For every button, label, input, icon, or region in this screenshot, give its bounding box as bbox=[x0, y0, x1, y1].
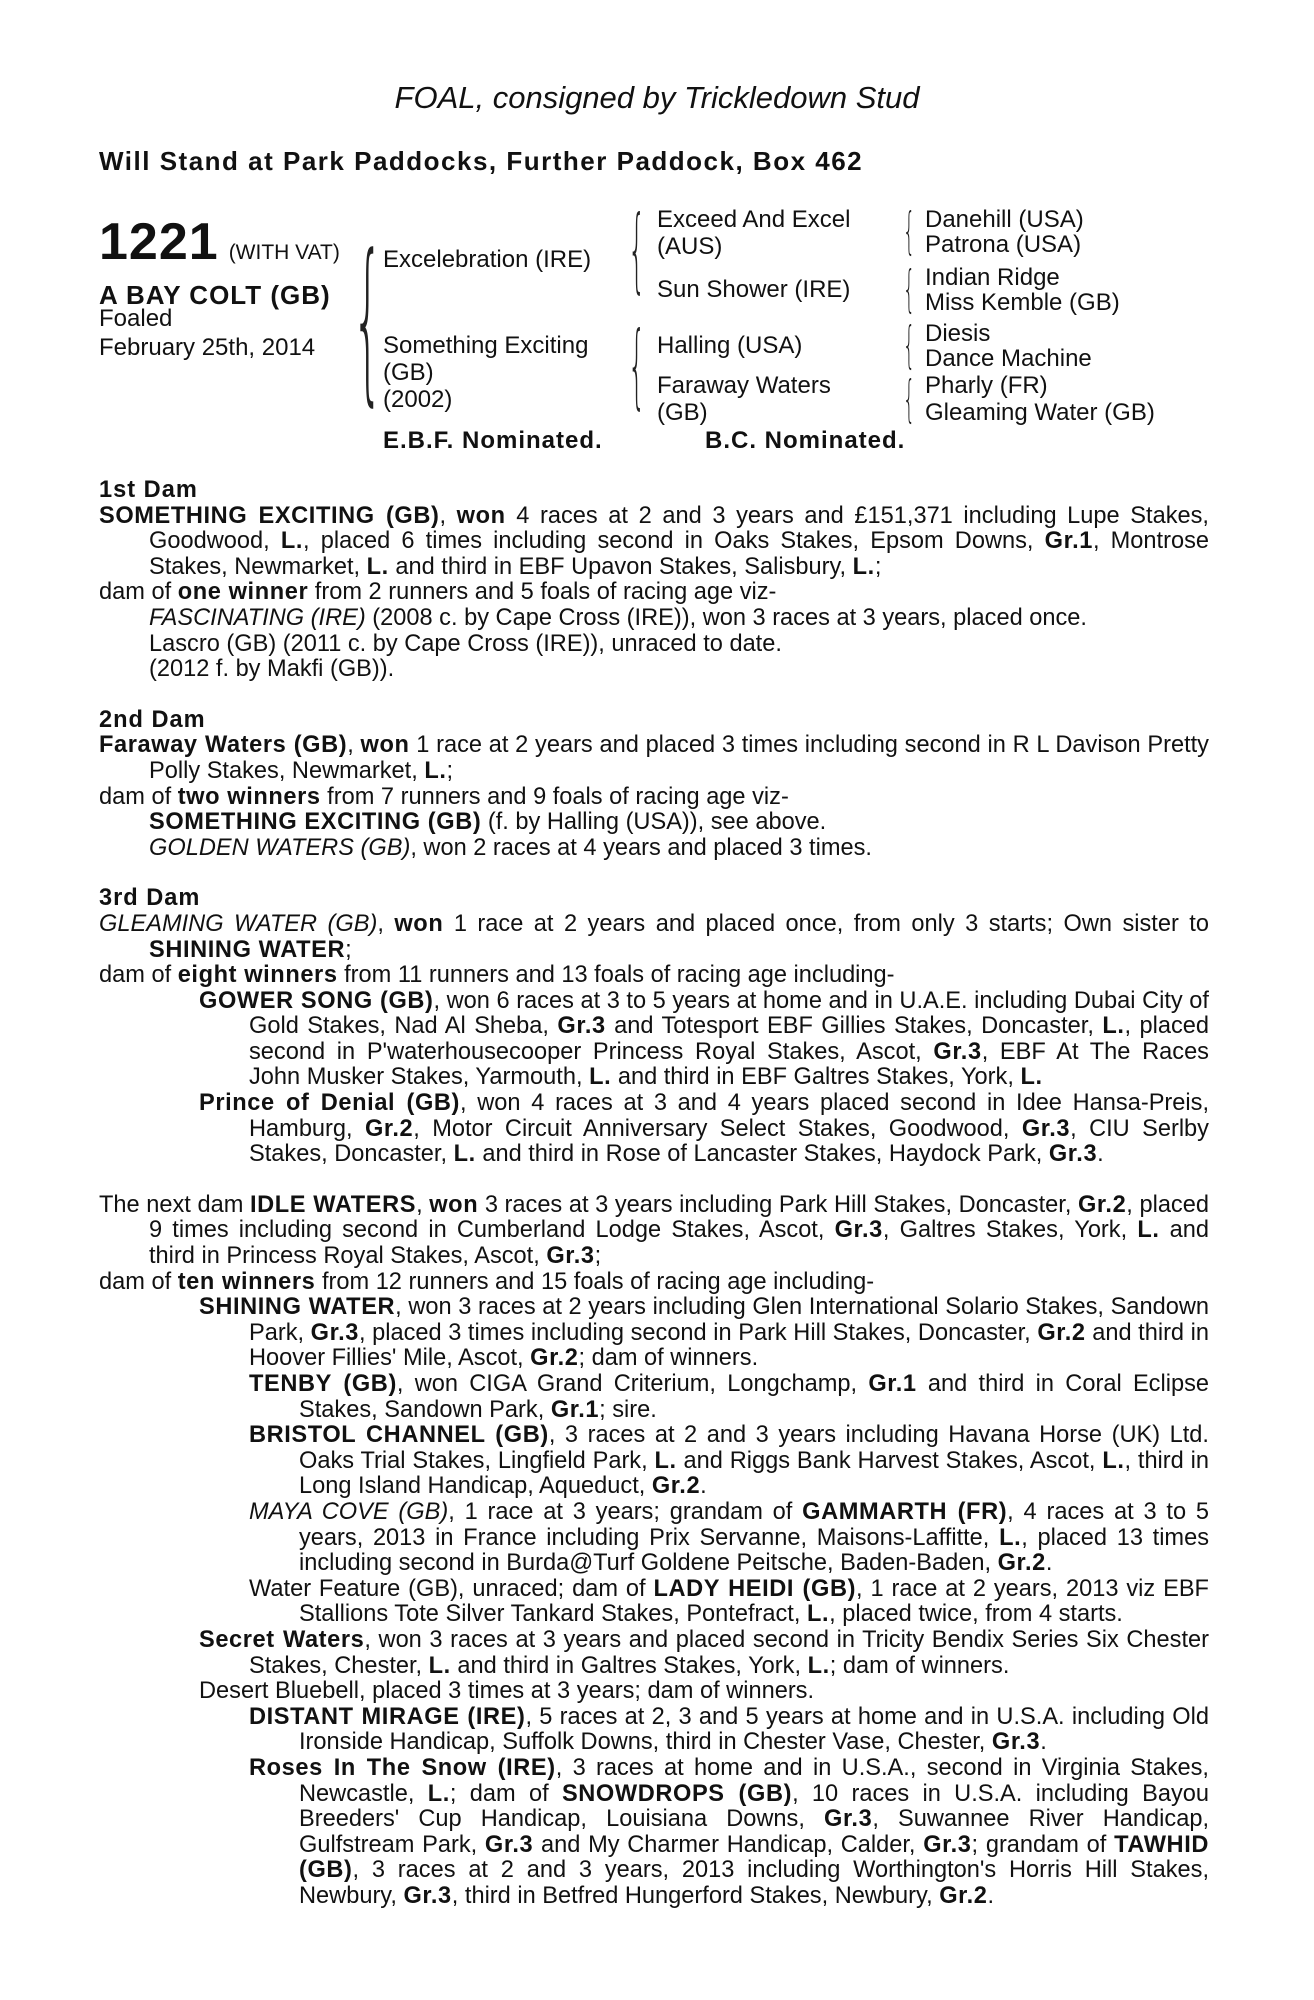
sire-sire-line: Exceed And Excel bbox=[657, 206, 851, 233]
produce-item bbox=[99, 657, 1209, 683]
text-run: , 5 races at 2, 3 and 5 years at home and in U.S.A. including Old Ironside Handicap, Suffolk Downs, third in Chester Vase, Chester, bbox=[299, 1703, 1209, 1756]
bold-text-run: L. bbox=[424, 757, 447, 784]
text-run: (f. by Halling (USA)), see above. bbox=[481, 809, 827, 836]
text-run: ; sire. bbox=[599, 1396, 657, 1423]
dam-name bbox=[383, 332, 588, 413]
text-run: 4 races at 2 and 3 years and £151,371 including Lupe Stakes, Goodwood, bbox=[149, 502, 1209, 555]
ggp-brace: { bbox=[903, 370, 916, 428]
bold-text-run: Gr.2 bbox=[364, 1115, 414, 1142]
produce-item bbox=[99, 1423, 1209, 1500]
bold-text-run: Gr.1 bbox=[868, 1371, 917, 1397]
produce-item bbox=[99, 1372, 1209, 1423]
bold-text-run: SHINING WATER bbox=[199, 1294, 396, 1321]
text-run: , third in Long Island Handicap, Aqueduct, bbox=[299, 1447, 1209, 1500]
bold-text-run: Gr.3 bbox=[310, 1319, 359, 1346]
sire-parents-brace: { bbox=[628, 196, 646, 303]
dam-name-line: Something Exciting bbox=[383, 332, 589, 359]
produce-item bbox=[99, 989, 1209, 1091]
bold-text-run: Secret Waters bbox=[199, 1626, 365, 1653]
text-run: and third in EBF Upavon Stakes, Salisbury, bbox=[388, 553, 853, 580]
produce-item bbox=[99, 1295, 1209, 1372]
produce-item bbox=[99, 606, 1209, 632]
bold-text-run: Gr.3 bbox=[991, 1729, 1041, 1756]
bold-text-run: Roses In The Snow (IRE) bbox=[249, 1754, 556, 1781]
text-run: , 10 races in U.S.A. including Bayou Breeders' Cup Handicap, Louisiana Downs, bbox=[299, 1780, 1209, 1833]
bold-text-run: Gr.3 bbox=[923, 1831, 972, 1858]
stand-location: Will Stand at Park Paddocks, Further Paddock, Box 462 bbox=[99, 146, 864, 176]
lot-description: A BAY COLT (GB) bbox=[99, 280, 331, 310]
text-run: , EBF At The Races John Musker Stakes, Yarmouth, bbox=[249, 1038, 1209, 1091]
bold-text-run: Gr.3 bbox=[1021, 1115, 1071, 1142]
text-run: , placed twice, from 4 starts. bbox=[829, 1601, 1123, 1628]
text-run: dam of bbox=[99, 783, 178, 810]
bold-text-run: Gr.3 bbox=[557, 1013, 606, 1040]
text-run: . bbox=[1097, 1141, 1104, 1168]
sire-name: Excelebration (IRE) bbox=[383, 246, 592, 273]
text-run: , won 3 races at 3 years and placed second in Tricity Bendix Series Six Chester Stakes, Chester, bbox=[249, 1626, 1210, 1679]
text-run: ; grandam of bbox=[971, 1831, 1115, 1858]
produce-item bbox=[99, 1577, 1209, 1628]
italic-text-run: FASCINATING (IRE) bbox=[149, 604, 366, 631]
dam-dam bbox=[657, 372, 831, 426]
text-run: ; bbox=[874, 553, 882, 580]
bold-text-run: SOMETHING EXCITING (GB) bbox=[149, 809, 482, 836]
italic-text-run: GLEAMING WATER (GB) bbox=[99, 910, 378, 937]
text-run: , bbox=[347, 732, 361, 759]
text-run: The next dam bbox=[99, 1191, 250, 1218]
text-run: , 3 races at 2 and 3 years, 2013 including Worthington's Horris Hill Stakes, Newbury, bbox=[299, 1857, 1209, 1909]
text-run: and third in Coral Eclipse Stakes, Sandown Park, bbox=[299, 1371, 1209, 1423]
dam-sire: Halling (USA) bbox=[657, 332, 803, 359]
text-run: (2008 c. by Cape Cross (IRE)), won 3 races at 3 years, placed once. bbox=[365, 604, 1087, 631]
bold-text-run: Gr.3 bbox=[1048, 1141, 1098, 1168]
text-run: from 2 runners and 5 foals of racing age viz- bbox=[308, 579, 777, 606]
dam-paragraph bbox=[99, 1193, 1209, 1270]
page-title: FOAL, consigned by Trickledown Stud bbox=[394, 80, 920, 115]
produce-item bbox=[99, 810, 1209, 836]
foaled-date: February 25th, 2014 bbox=[99, 334, 316, 361]
dam-name-line: (2002) bbox=[383, 386, 453, 413]
text-run: and Totesport EBF Gillies Stakes, Doncaster, bbox=[605, 1013, 1103, 1040]
ggp-name: Pharly (FR) bbox=[925, 372, 1048, 399]
bold-text-run: GOWER SONG (GB) bbox=[199, 987, 434, 1014]
dam-dam-line: (GB) bbox=[657, 399, 708, 426]
text-run: , won CIGA Grand Criterium, Longchamp, bbox=[396, 1371, 869, 1397]
text-run: . bbox=[700, 1473, 707, 1500]
text-run: , 3 races at home and in U.S.A., second in Virginia Stakes, Newcastle, bbox=[299, 1754, 1209, 1807]
bold-text-run: ten winners bbox=[177, 1268, 316, 1295]
bold-text-run: DISTANT MIRAGE (IRE) bbox=[249, 1703, 526, 1730]
bold-text-run: Gr.3 bbox=[546, 1243, 595, 1270]
bold-text-run: SOMETHING EXCITING (GB) bbox=[99, 502, 440, 529]
text-run: , 3 races at 2 and 3 years including Havana Horse (UK) Ltd. Oaks Trial Stakes, Lingfield Park, bbox=[299, 1422, 1209, 1474]
text-run: . bbox=[1045, 1550, 1053, 1577]
text-run: 1 race at 2 years and placed 3 times including second in R L Davison Pretty Polly Stakes, Newmarket, bbox=[149, 732, 1209, 784]
text-run: , placed 6 times including second in Oaks Stakes, Epsom Downs, bbox=[303, 528, 1045, 555]
bold-text-run: L. bbox=[654, 1447, 677, 1474]
sire-sire bbox=[657, 206, 850, 260]
italic-text-run: MAYA COVE (GB) bbox=[249, 1498, 449, 1525]
text-run: ; bbox=[345, 936, 352, 963]
text-run: 3 races at 3 years including Park Hill Stakes, Doncaster, bbox=[478, 1191, 1078, 1218]
bold-text-run: L. bbox=[1102, 1013, 1125, 1040]
bold-text-run: eight winners bbox=[177, 962, 338, 989]
dam-paragraph bbox=[99, 733, 1209, 784]
produce-intro bbox=[99, 963, 1209, 989]
text-run: . bbox=[1040, 1729, 1047, 1756]
ggp-name: Miss Kemble (GB) bbox=[925, 289, 1120, 316]
bold-text-run: Gr.2 bbox=[1077, 1191, 1127, 1218]
text-run: , Montrose Stakes, Newmarket, bbox=[149, 528, 1210, 580]
bold-text-run: won bbox=[429, 1191, 479, 1218]
text-run: from 11 runners and 13 foals of racing age including- bbox=[337, 962, 895, 989]
text-run: , placed 3 times including second in Park Hill Stakes, Doncaster, bbox=[358, 1319, 1038, 1346]
text-run: , 1 race at 3 years; grandam of bbox=[448, 1498, 803, 1525]
bold-text-run: Faraway Waters (GB) bbox=[99, 732, 348, 759]
text-run: ; bbox=[446, 757, 454, 784]
bold-text-run: L. bbox=[453, 1141, 476, 1168]
text-run: , won 6 races at 3 to 5 years at home and in U.A.E. including Dubai City of Gold Stakes, Nad Al Sheba, bbox=[249, 987, 1209, 1040]
foaled-label: Foaled bbox=[99, 305, 173, 332]
bold-text-run: BRISTOL CHANNEL (GB) bbox=[249, 1422, 549, 1449]
bold-text-run: L. bbox=[589, 1064, 612, 1091]
bold-text-run: LADY HEIDI (GB) bbox=[653, 1575, 857, 1602]
text-run: and third in Rose of Lancaster Stakes, Haydock Park, bbox=[475, 1141, 1049, 1168]
text-run: Water Feature (GB), unraced; dam of bbox=[249, 1575, 654, 1602]
text-run: . bbox=[987, 1882, 995, 1909]
text-run: and third in Hoover Fillies' Mile, Ascot, bbox=[249, 1319, 1210, 1372]
text-run: ; dam of bbox=[449, 1780, 562, 1807]
bold-text-run: L. bbox=[280, 528, 303, 555]
sire-dam-brace: { bbox=[352, 217, 384, 422]
bold-text-run: Gr.3 bbox=[933, 1038, 982, 1065]
bold-text-run: won bbox=[360, 732, 410, 759]
produce-intro bbox=[99, 580, 1209, 606]
bold-text-run: L. bbox=[1137, 1217, 1160, 1244]
bold-text-run: SHINING WATER bbox=[149, 936, 346, 963]
text-run: , third in Betfred Hungerford Stakes, Newbury, bbox=[451, 1882, 940, 1909]
ggp-name: Gleaming Water (GB) bbox=[925, 399, 1155, 426]
produce-item bbox=[99, 1705, 1209, 1756]
text-run: , placed 13 times including second in Burda@Turf Goldene Peitsche, Baden-Baden, bbox=[299, 1524, 1210, 1577]
dam-paragraph bbox=[99, 912, 1209, 963]
text-run: (2012 f. by Makfi (GB)). bbox=[149, 656, 395, 683]
bold-text-run: L. bbox=[807, 1652, 830, 1679]
bold-text-run: Gr.2 bbox=[939, 1882, 988, 1909]
ggp-name: Danehill (USA) bbox=[925, 206, 1084, 233]
bold-text-run: IDLE WATERS bbox=[249, 1191, 417, 1218]
text-run: , won 4 races at 3 and 4 years placed second in Idee Hansa-Preis, Hamburg, bbox=[249, 1090, 1210, 1142]
bold-text-run: TAWHID (GB) bbox=[299, 1831, 1209, 1884]
produce-intro bbox=[99, 1270, 1209, 1296]
text-run: , 1 race at 2 years, 2013 viz EBF Stallions Tote Silver Tankard Stakes, Pontefract, bbox=[299, 1575, 1209, 1628]
third-dam-section bbox=[99, 886, 1209, 1168]
produce-item bbox=[99, 632, 1209, 658]
bold-text-run: two winners bbox=[177, 783, 321, 810]
bold-text-run: Gr.2 bbox=[997, 1550, 1046, 1577]
text-run: and Riggs Bank Harvest Stakes, Ascot, bbox=[676, 1447, 1103, 1474]
pedigree-notes bbox=[99, 478, 1209, 1909]
bold-text-run: Gr.2 bbox=[651, 1473, 701, 1500]
bold-text-run: SNOWDROPS (GB) bbox=[561, 1780, 793, 1807]
second-dam-section bbox=[99, 708, 1209, 862]
dam-parents-brace: { bbox=[628, 312, 646, 419]
bold-text-run: TENBY (GB) bbox=[249, 1371, 397, 1397]
bold-text-run: Gr.3 bbox=[484, 1831, 534, 1858]
bold-text-run: L. bbox=[1102, 1447, 1125, 1474]
section-heading: 2nd Dam bbox=[99, 706, 206, 733]
text-run: , won 3 races at 2 years including Glen International Solario Stakes, Sandown Park, bbox=[249, 1294, 1209, 1346]
text-run: , CIU Serlby Stakes, Doncaster, bbox=[249, 1115, 1209, 1168]
produce-item bbox=[99, 1679, 1209, 1705]
dam-paragraph bbox=[99, 504, 1209, 581]
next-dam-section bbox=[99, 1193, 1209, 1910]
ggp-name: Dance Machine bbox=[925, 345, 1092, 372]
text-run: and third in Galtres Stakes, York, bbox=[450, 1652, 808, 1679]
section-heading: 3rd Dam bbox=[99, 885, 201, 912]
ggp-name: Patrona (USA) bbox=[925, 231, 1082, 258]
text-run: , Suwannee River Handicap, Gulfstream Park, bbox=[299, 1806, 1209, 1858]
bold-text-run: Gr.1 bbox=[550, 1396, 600, 1423]
text-run: Lascro (GB) (2011 c. by Cape Cross (IRE)), unraced to date. bbox=[149, 630, 782, 657]
section-heading: 1st Dam bbox=[99, 477, 198, 503]
bold-text-run: L. bbox=[999, 1524, 1022, 1551]
bold-text-run: Gr.3 bbox=[824, 1806, 873, 1833]
bold-text-run: one winner bbox=[177, 579, 309, 606]
text-run: , bbox=[416, 1191, 430, 1218]
bold-text-run: Gr.3 bbox=[403, 1882, 452, 1909]
text-run: and My Charmer Handicap, Calder, bbox=[533, 1831, 924, 1858]
text-run: , bbox=[439, 502, 457, 529]
produce-item bbox=[99, 1500, 1209, 1577]
vat-note: (WITH VAT) bbox=[228, 241, 340, 264]
dam-dam-line: Faraway Waters bbox=[657, 372, 831, 399]
sire-sire-line: (AUS) bbox=[657, 233, 723, 260]
bold-text-run: L. bbox=[428, 1652, 451, 1679]
text-run: , placed 9 times including second in Cumberland Lodge Stakes, Ascot, bbox=[149, 1191, 1209, 1244]
text-run: , won 2 races at 4 years and placed 3 times. bbox=[410, 834, 872, 861]
produce-intro bbox=[99, 785, 1209, 811]
text-run: ; bbox=[594, 1243, 602, 1270]
text-run: dam of bbox=[99, 1268, 178, 1295]
ebf-nomination: E.B.F. Nominated. bbox=[383, 427, 603, 454]
text-run: and third in Princess Royal Stakes, Ascot, bbox=[149, 1217, 1210, 1270]
lot-number-block bbox=[99, 212, 340, 272]
bold-text-run: L. bbox=[852, 553, 875, 580]
ggp-name: Diesis bbox=[925, 320, 991, 347]
bold-text-run: Gr.1 bbox=[1044, 528, 1093, 555]
produce-item bbox=[99, 1756, 1209, 1910]
ggp-name: Indian Ridge bbox=[925, 264, 1060, 291]
text-run: dam of bbox=[99, 579, 178, 606]
text-run: from 7 runners and 9 foals of racing age viz- bbox=[320, 783, 789, 810]
produce-item bbox=[99, 1628, 1209, 1679]
text-run: dam of bbox=[99, 962, 178, 989]
text-run: , bbox=[377, 910, 395, 937]
bold-text-run: L. bbox=[427, 1780, 450, 1807]
ggp-brace: { bbox=[903, 202, 916, 260]
bc-nomination: B.C. Nominated. bbox=[705, 427, 906, 454]
produce-item bbox=[99, 836, 1209, 862]
dam-name-line: (GB) bbox=[383, 359, 434, 386]
text-run: ; dam of winners. bbox=[829, 1652, 1010, 1679]
bold-text-run: L. bbox=[1020, 1064, 1043, 1091]
bold-text-run: Gr.2 bbox=[530, 1345, 579, 1372]
bold-text-run: won bbox=[394, 910, 444, 937]
bold-text-run: Prince of Denial (GB) bbox=[199, 1090, 461, 1117]
text-run: from 12 runners and 15 foals of racing age including- bbox=[315, 1268, 875, 1295]
bold-text-run: Gr.2 bbox=[1037, 1319, 1086, 1346]
bold-text-run: GAMMARTH (FR) bbox=[802, 1498, 1008, 1525]
bold-text-run: Gr.3 bbox=[834, 1217, 883, 1244]
lot-number: 1221 bbox=[99, 213, 219, 271]
first-dam-section bbox=[99, 478, 1209, 683]
bold-text-run: L. bbox=[806, 1601, 830, 1628]
sire-dam: Sun Shower (IRE) bbox=[657, 276, 851, 303]
text-run: Desert Bluebell, placed 3 times at 3 years; dam of winners. bbox=[199, 1678, 815, 1705]
text-run: ; dam of winners. bbox=[578, 1345, 759, 1372]
text-run: and third in EBF Galtres Stakes, York, bbox=[611, 1064, 1021, 1091]
text-run: , 4 races at 3 to 5 years, 2013 in France including Prix Servanne, Maisons-Laffitte, bbox=[299, 1498, 1210, 1551]
text-run: , Galtres Stakes, York, bbox=[882, 1217, 1138, 1244]
ggp-brace: { bbox=[903, 316, 916, 374]
italic-text-run: GOLDEN WATERS (GB) bbox=[149, 834, 411, 861]
ggp-brace: { bbox=[903, 260, 916, 318]
bold-text-run: L. bbox=[366, 553, 389, 580]
text-run: , placed second in P'waterhousecooper Princess Royal Stakes, Ascot, bbox=[249, 1013, 1209, 1065]
bold-text-run: won bbox=[456, 502, 506, 529]
text-run: , Motor Circuit Anniversary Select Stakes, Goodwood, bbox=[413, 1115, 1022, 1142]
produce-item bbox=[99, 1091, 1209, 1168]
text-run: 1 race at 2 years and placed once, from only 3 starts; Own sister to bbox=[443, 910, 1209, 937]
